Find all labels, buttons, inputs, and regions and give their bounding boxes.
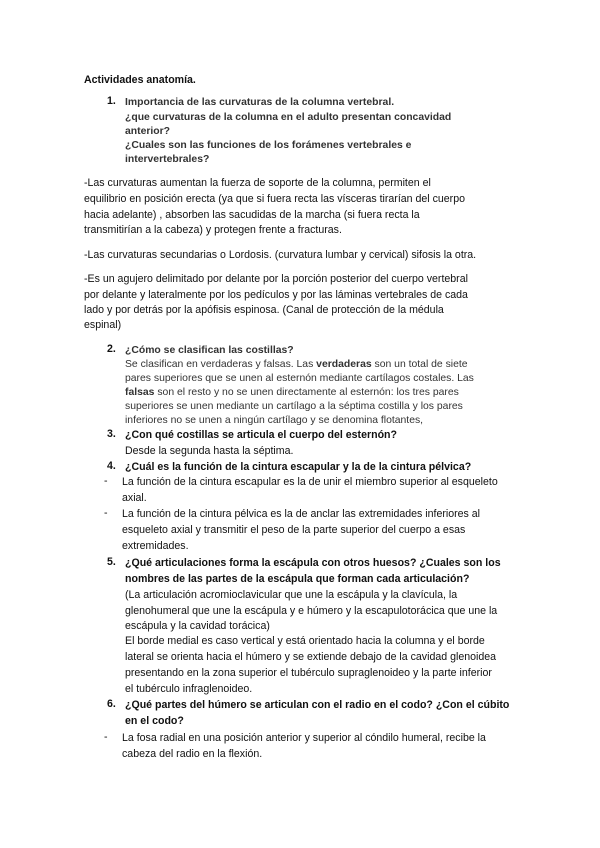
q3-question: ¿Con qué costillas se articula el cuerpo del esternón? [125, 429, 397, 441]
q1-number: 1. [107, 95, 116, 107]
q5-answer-line: lateral se orienta hacia el húmero y se extiende debajo de la cavidad glenoidea [125, 651, 497, 663]
q5-answer-line: (La articulación acromioclavicular que une la escápula y la clavícula, la [125, 589, 458, 601]
q3-number: 3. [107, 428, 116, 440]
a1-paragraph-line: espinal) [84, 319, 122, 331]
q1-line: Importancia de las curvaturas de la columna vertebral. [125, 97, 395, 108]
a1-paragraph-line: -Las curvaturas aumentan la fuerza de soporte de la columna, permiten el [84, 177, 431, 189]
q6-question-line: ¿Qué partes del húmero se articulan con el radio en el codo? ¿Con el cúbito [125, 699, 510, 711]
q4-question: ¿Cuál es la función de la cintura escapular y la de la cintura pélvica? [125, 461, 472, 473]
q6-number: 6. [107, 698, 116, 710]
document-title: Actividades anatomía. [84, 74, 196, 86]
q5-question-line: nombres de las partes de la escápula que forman cada articulación? [125, 573, 470, 585]
bullet-dash: - [104, 507, 108, 519]
q6-question-line: en el codo? [125, 715, 184, 727]
q1-line: anterior? [125, 126, 171, 137]
bullet-dash: - [104, 475, 108, 487]
q5-answer-line: glenohumeral que une la escápula y e húmero y la escapulotorácica que une la [125, 605, 498, 617]
q4-item-line: extremidades. [122, 540, 189, 552]
q5-answer-line: presentando en la zona superior el tubérculo supraglenoideo y la parte inferior [125, 667, 492, 679]
q2-answer-line: superiores se unen mediante un cartílago a la séptima costilla y los pares [125, 401, 463, 412]
q2-number: 2. [107, 343, 116, 355]
q4-number: 4. [107, 460, 116, 472]
a1-paragraph-line: lado y por detrás por la apófisis espinosa. (Canal de protección de la médula [84, 304, 444, 316]
a1-paragraph-2: -Las curvaturas secundarias o Lordosis. (curvatura lumbar y cervical) sifosis la otra. [84, 249, 477, 261]
a1-paragraph-line: transmitirían a la cabeza) y protegen frente a fracturas. [84, 224, 342, 236]
q2-question: ¿Cómo se clasifican las costillas? [125, 345, 294, 356]
q4-item-line: La función de la cintura escapular es la de unir el miembro superior al esqueleto [122, 476, 498, 488]
q5-number: 5. [107, 556, 116, 568]
q5-answer-line: escápula y la cavidad torácica) [125, 620, 270, 632]
q4-item-line: axial. [122, 492, 147, 504]
q2-answer-line: Se clasifican en verdaderas y falsas. Las verdaderas son un total de siete [125, 359, 468, 370]
q6-item-line: cabeza del radio en la flexión. [122, 748, 263, 760]
a1-paragraph-line: hacia adelante) , absorben las sacudidas de la marcha (si fuera recta la [84, 209, 420, 221]
q2-answer-line: inferiores no se unen a ningún cartílago y se denomina flotantes, [125, 415, 424, 426]
a1-paragraph-line: -Es un agujero delimitado por delante por la porción posterior del cuerpo vertebral [84, 273, 468, 285]
q6-item-line: La fosa radial en una posición anterior y superior al cóndilo humeral, recibe la [122, 732, 486, 744]
q4-item-line: La función de la cintura pélvica es la de anclar las extremidades inferiores al [122, 508, 481, 520]
a1-paragraph-line: por delante y lateralmente por los pedículos y por las láminas vertebrales de cada [84, 289, 468, 301]
q5-answer-line: el tubérculo infraglenoideo. [125, 683, 253, 695]
q1-line: intervertebrales? [125, 154, 210, 165]
q5-answer-line: El borde medial es caso vertical y está orientado hacia la columna y el borde [125, 635, 485, 647]
q2-answer-line: pares superiores que se unen al esternón mediante cartílagos costales. Las [125, 373, 474, 384]
a1-paragraph-line: equilibrio en posición erecta (ya que si fuera recta las vísceras tirarían del cuerpo [84, 193, 465, 205]
q4-item-line: esqueleto axial y transmitir el peso de la parte superior del cuerpo a esas [122, 524, 466, 536]
bullet-dash: - [104, 731, 108, 743]
q5-question-line: ¿Qué articulaciones forma la escápula con otros huesos? ¿Cuales son los [125, 557, 501, 569]
q2-answer-line: falsas son el resto y no se unen directamente al esternón: los tres pares [125, 387, 459, 398]
q3-answer: Desde la segunda hasta la séptima. [125, 445, 294, 457]
q1-line: ¿Cuales son las funciones de los forámenes vertebrales e [125, 140, 412, 151]
q1-line: ¿que curvaturas de la columna en el adulto presentan concavidad [125, 112, 452, 123]
